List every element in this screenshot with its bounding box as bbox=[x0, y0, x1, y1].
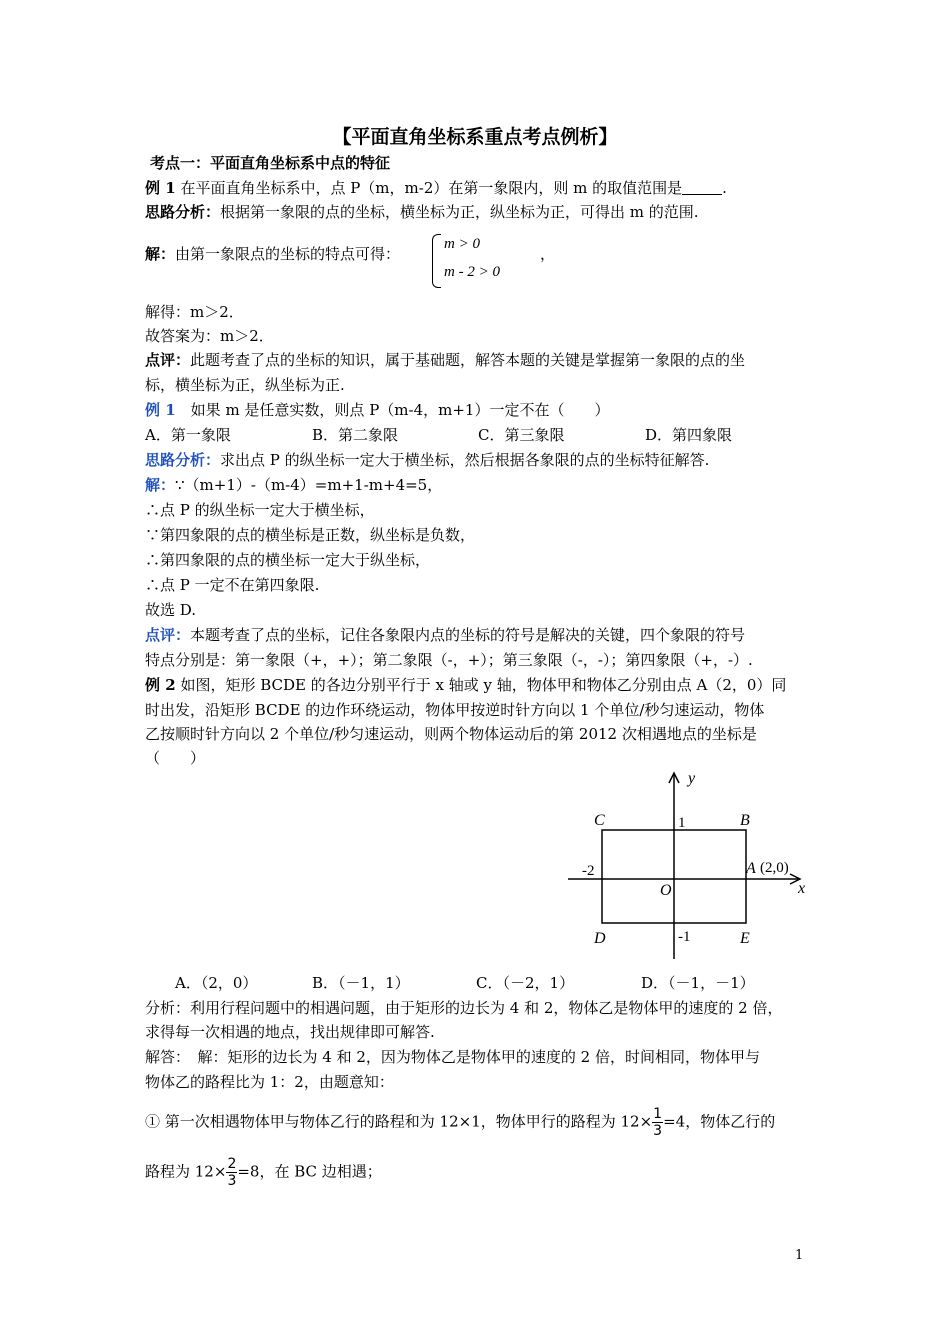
tick-label-1: 1 bbox=[678, 815, 686, 831]
example-2-solution-line-2: 物体乙的路程比为 1：2，由题意知： bbox=[145, 1073, 394, 1091]
inequality-2: m - 2 > 0 bbox=[444, 264, 500, 280]
option-b: B．第二象限 bbox=[312, 426, 399, 444]
question-text: 在平面直角坐标系中，点 P（m，m-2）在第一象限内，则 m 的取值范围是 bbox=[175, 179, 683, 197]
origin-label: O bbox=[660, 882, 672, 899]
solution-text: ∵（m+1）-（m-4）=m+1-m+4=5， bbox=[175, 476, 443, 494]
page-title: 【平面直角坐标系重点考点例析】 bbox=[332, 126, 618, 148]
example-label: 例 2 bbox=[145, 676, 176, 694]
analysis-text: 根据第一象限的点的坐标，横坐标为正，纵坐标为正，可得出 m 的范围. bbox=[220, 203, 699, 221]
point-d-label: D bbox=[594, 930, 606, 947]
example-1b-comment bbox=[145, 625, 745, 645]
point-e-label: E bbox=[740, 930, 750, 947]
question-line-2: 时出发，沿矩形 BCDE 的边作环绕运动，物体甲按逆时针方向以 1 个单位/秒匀速运动，物体 bbox=[145, 701, 765, 719]
fraction-one-third bbox=[652, 1106, 663, 1139]
solution-text: ① 第一次相遇物体甲与物体乙行的路程和为 12×1，物体甲行的路程为 12× bbox=[145, 1112, 653, 1131]
analysis-text: 求出点 P 的纵坐标一定大于横坐标，然后根据各象限的点的坐标特征解答. bbox=[220, 451, 710, 469]
solution-step-1: ∴点 P 的纵坐标一定大于横坐标， bbox=[145, 501, 375, 519]
solution-step-2: ∵第四象限的点的横坐标是正数，纵坐标是负数， bbox=[145, 526, 476, 544]
tick-label-minus-2: -2 bbox=[582, 863, 595, 879]
solution-text: 由第一象限点的坐标的特点可得： bbox=[175, 245, 401, 263]
question-end: . bbox=[722, 179, 727, 197]
comment-label: 点评： bbox=[145, 626, 191, 644]
example-2-solution-line-1: 解答： 解：矩形的边长为 4 和 2，因为物体乙是物体甲的速度的 2 倍，时间相同，物体甲与 bbox=[145, 1048, 760, 1066]
x-axis-label: x bbox=[798, 880, 806, 897]
fraction-numerator: 2 bbox=[227, 1156, 237, 1172]
point-a-coordinate: (2,0) bbox=[760, 860, 789, 876]
solution-text: =8，在 BC 边相遇； bbox=[237, 1162, 382, 1181]
comment-label: 点评： bbox=[145, 351, 191, 369]
coordinate-figure bbox=[560, 765, 820, 965]
example-2-solution-line-3 bbox=[145, 1106, 775, 1139]
solution-label: 解： bbox=[145, 476, 176, 494]
page-number: 1 bbox=[795, 1248, 804, 1263]
comment-line-2: 标，横坐标为正，纵坐标为正. bbox=[145, 376, 345, 394]
example-label: 例 1 bbox=[145, 179, 176, 197]
fraction-denominator: 3 bbox=[653, 1123, 663, 1139]
fraction-denominator: 3 bbox=[227, 1173, 237, 1189]
solution-text: =4，物体乙行的 bbox=[663, 1112, 776, 1131]
solution-label: 解： bbox=[145, 245, 176, 263]
question-line-4: （ ） bbox=[145, 749, 206, 767]
answer-line: 故选 D. bbox=[145, 601, 197, 619]
example-1b-solution bbox=[145, 475, 442, 495]
example-1-analysis bbox=[145, 202, 699, 222]
example-1-solution bbox=[145, 244, 400, 264]
option-a: A．第一象限 bbox=[145, 426, 231, 444]
analysis-label: 思路分析： bbox=[145, 203, 221, 221]
example-2-analysis-line-2: 求得每一次相遇的地点，找出规律即可解答. bbox=[145, 1023, 435, 1041]
option-a: A．（2，0） bbox=[175, 974, 258, 992]
option-b: B．（－1，1） bbox=[312, 974, 410, 992]
example-label: 例 1 bbox=[145, 401, 176, 419]
point-a-label: A bbox=[746, 860, 756, 877]
question-line-3: 乙按顺时针方向以 2 个单位/秒匀速运动，则两个物体运动后的第 2012 次相遇地点的坐标是 bbox=[145, 725, 757, 743]
example-1b-question bbox=[145, 400, 609, 420]
comment-line-2: 特点分别是：第一象限（+，+）；第二象限（-，+）；第三象限（-，-）；第四象限（+，-）. bbox=[145, 651, 753, 669]
point-c-label: C bbox=[594, 812, 605, 829]
point-b-label: B bbox=[740, 812, 750, 829]
result-line-2: 故答案为：m＞2． bbox=[145, 327, 274, 345]
option-d: D．（－1，－1） bbox=[641, 974, 755, 992]
comment-text: 本题考查了点的坐标，记住各象限内点的坐标的符号是解决的关键，四个象限的符号 bbox=[190, 626, 746, 644]
example-1-question bbox=[145, 178, 727, 198]
tick-label-minus-1: -1 bbox=[678, 929, 691, 945]
example-1-comment bbox=[145, 350, 745, 370]
answer-blank bbox=[682, 180, 722, 195]
solution-step-4: ∴点 P 一定不在第四象限. bbox=[145, 576, 320, 594]
section-heading: 考点一：平面直角坐标系中点的特征 bbox=[150, 154, 391, 172]
inequality-system bbox=[432, 234, 542, 290]
inequality-1: m > 0 bbox=[444, 236, 480, 252]
option-c: C．第三象限 bbox=[478, 426, 565, 444]
example-2-question bbox=[145, 675, 786, 695]
result-line-1: 解得：m＞2． bbox=[145, 303, 244, 321]
option-c: C．（－2，1） bbox=[476, 974, 575, 992]
y-axis-label: y bbox=[688, 770, 696, 787]
solution-step-3: ∴第四象限的点的横坐标一定大于纵坐标， bbox=[145, 551, 431, 569]
solution-text: 路程为 12× bbox=[145, 1162, 227, 1181]
option-d: D．第四象限 bbox=[645, 426, 733, 444]
example-2-analysis-line-1: 分析：利用行程问题中的相遇问题，由于矩形的边长为 4 和 2，物体乙是物体甲的速度的 2 倍， bbox=[145, 999, 783, 1017]
question-text: 如果 m 是任意实数，则点 P（m-4，m+1）一定不在（ ） bbox=[175, 401, 610, 419]
system-comma: ， bbox=[540, 245, 556, 263]
example-1b-analysis bbox=[145, 450, 709, 470]
question-text: 如图，矩形 BCDE 的各边分别平行于 x 轴或 y 轴，物体甲和物体乙分别由点 A（2，0）同 bbox=[175, 676, 787, 694]
left-brace bbox=[432, 234, 441, 288]
example-2-solution-line-4 bbox=[145, 1156, 382, 1189]
fraction-two-thirds bbox=[226, 1156, 237, 1189]
comment-text: 此题考查了点的坐标的知识，属于基础题，解答本题的关键是掌握第一象限的点的坐 bbox=[190, 351, 746, 369]
fraction-numerator: 1 bbox=[653, 1106, 663, 1122]
analysis-label: 思路分析： bbox=[145, 451, 221, 469]
